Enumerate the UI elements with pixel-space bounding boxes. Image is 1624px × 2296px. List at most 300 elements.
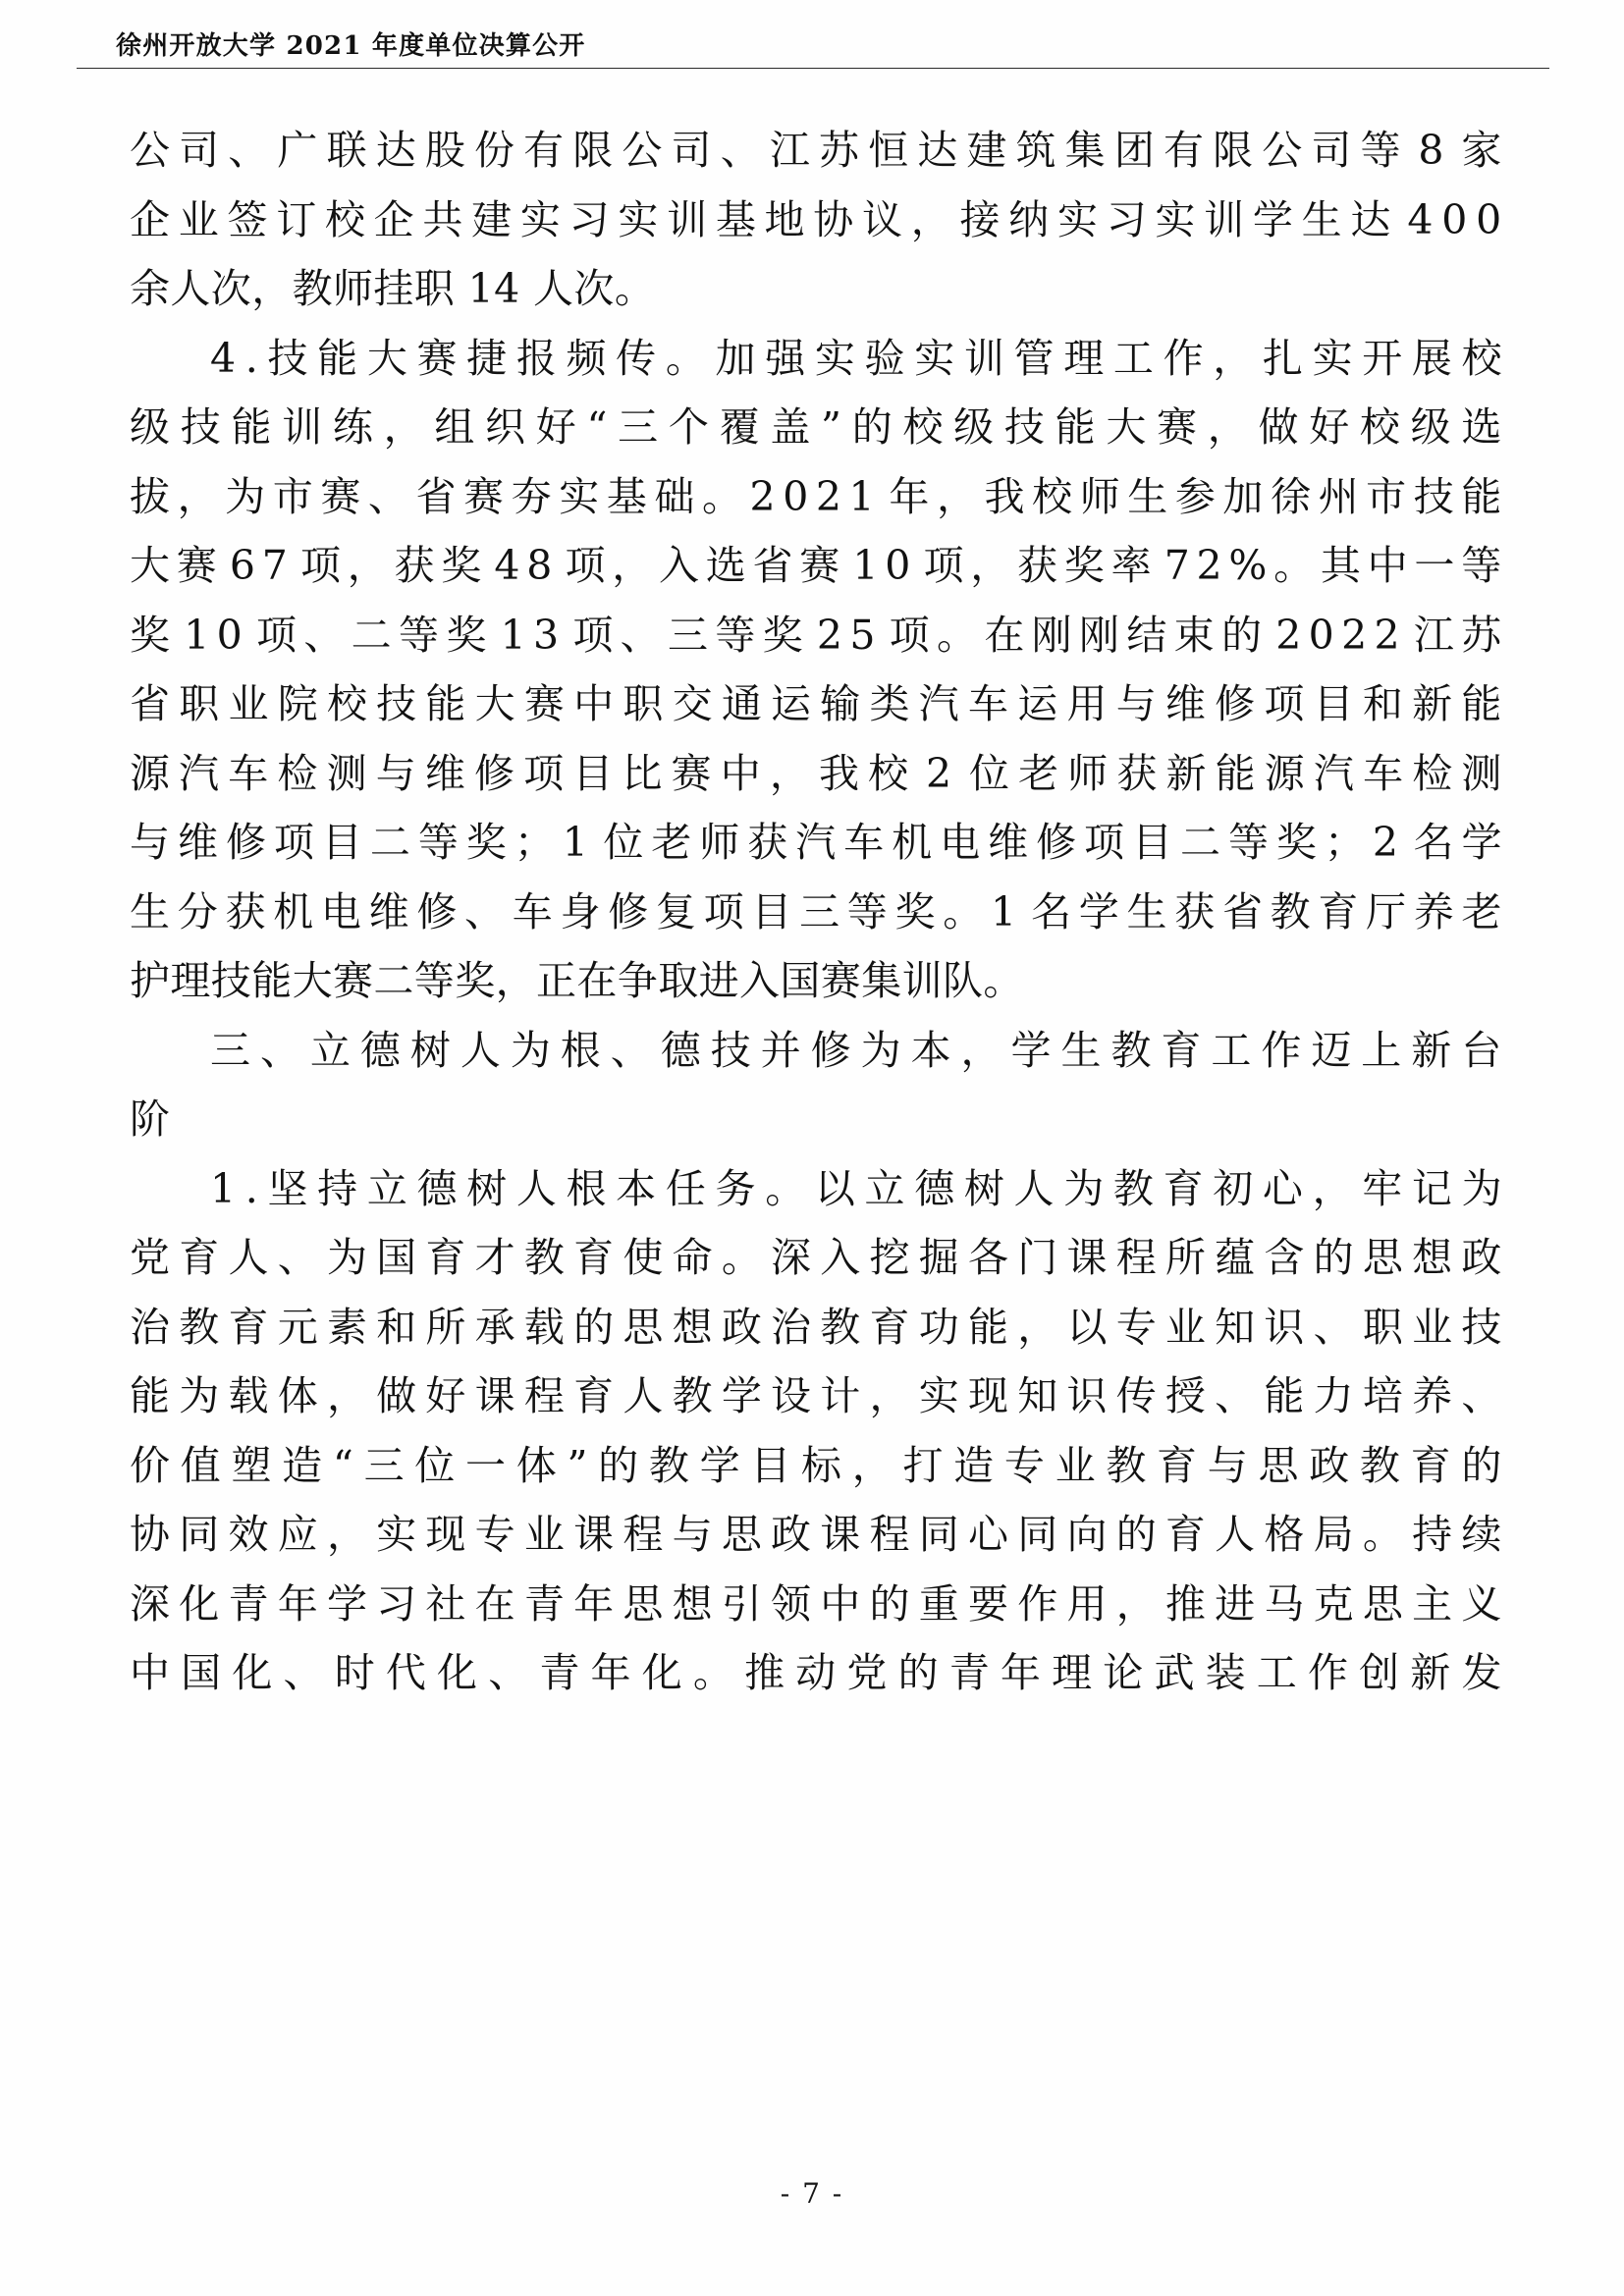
text-glyph: 份	[473, 127, 515, 174]
text-glyph: 技	[267, 334, 308, 382]
text-glyph: 股	[424, 127, 466, 174]
text-glyph: 管	[1013, 334, 1055, 382]
text-glyph: 工	[1211, 1026, 1252, 1074]
text-glyph: 人	[623, 1372, 664, 1419]
text-glyph: 展	[1411, 334, 1453, 382]
text-glyph: 育	[1163, 1164, 1204, 1212]
text-line	[130, 324, 1502, 394]
text-glyph: 思	[623, 1579, 664, 1628]
text-glyph: 树	[409, 1026, 452, 1074]
text-glyph: 化	[437, 1649, 478, 1696]
text-glyph: 传	[616, 334, 657, 382]
text-glyph: 做	[376, 1372, 417, 1419]
text-glyph: 大	[1106, 403, 1147, 451]
text-glyph: 承	[474, 1303, 516, 1351]
text-glyph: 的	[1115, 1511, 1158, 1558]
text-glyph: 项	[923, 542, 964, 589]
text-glyph: 政	[721, 1303, 763, 1351]
text-glyph: 0	[1308, 611, 1335, 659]
text-glyph: 能	[1461, 472, 1502, 520]
text-glyph: 1	[500, 611, 527, 659]
text-glyph: 2	[1196, 542, 1223, 589]
text-glyph: 筑	[1015, 127, 1056, 174]
text-glyph: 时	[334, 1649, 376, 1696]
text-glyph: ”	[567, 1441, 588, 1489]
text-glyph: 立	[309, 1026, 352, 1074]
text-glyph: 司	[671, 127, 712, 174]
text-glyph: 二	[369, 819, 411, 866]
text-glyph: 位	[414, 1441, 456, 1489]
text-glyph: 基	[715, 195, 757, 243]
text-glyph: 教	[1110, 1026, 1152, 1074]
text-glyph: 老	[1018, 749, 1059, 797]
text-glyph: 生	[130, 887, 171, 935]
text-glyph: 深	[771, 1234, 812, 1281]
text-glyph: 个	[668, 403, 710, 451]
text-glyph: ”	[821, 403, 842, 451]
text-glyph: 运	[1017, 680, 1058, 727]
text-glyph: 议	[862, 195, 903, 243]
text-line	[130, 1154, 1502, 1224]
text-glyph: 命	[672, 1234, 713, 1281]
text-glyph: 修	[473, 749, 515, 797]
text-glyph: 2	[1374, 611, 1400, 659]
text-glyph: 6	[229, 542, 256, 589]
text-glyph: 理	[1052, 1649, 1093, 1696]
text-glyph: 江	[1413, 611, 1455, 659]
text-glyph: 恒	[868, 127, 909, 174]
text-line	[130, 186, 1502, 255]
text-glyph: 知	[1017, 1372, 1058, 1419]
text-glyph: 造	[953, 1441, 995, 1489]
text-glyph: 拔	[130, 472, 171, 520]
text-glyph: 大	[130, 542, 171, 589]
text-glyph: 、	[720, 127, 762, 174]
text-glyph: 能	[231, 403, 272, 451]
text-glyph: 大	[474, 680, 516, 727]
text-glyph: 现	[425, 1511, 466, 1558]
text-glyph: ，	[612, 542, 653, 589]
text-glyph: 国	[376, 1234, 417, 1281]
text-glyph: 同	[179, 1511, 220, 1558]
text-glyph: 青	[948, 1649, 991, 1696]
text-glyph: 用	[1066, 1579, 1108, 1628]
text-glyph: 达	[917, 127, 958, 174]
text-glyph: 。	[665, 334, 707, 382]
text-glyph: 养	[1412, 1372, 1453, 1419]
text-line	[130, 878, 1502, 947]
text-line	[130, 1016, 1502, 1086]
text-line	[130, 531, 1502, 601]
text-glyph: 专	[474, 1511, 516, 1558]
text-glyph: 素	[326, 1303, 368, 1351]
text-glyph: 迈	[1311, 1026, 1352, 1074]
text-glyph: 装	[1205, 1649, 1247, 1696]
text-glyph: 生	[1301, 195, 1343, 243]
text-glyph: 奖	[130, 611, 171, 659]
text-glyph: 挖	[869, 1234, 910, 1281]
text-glyph: 项	[1264, 680, 1305, 727]
text-glyph: 校	[868, 749, 909, 797]
text-glyph: ，	[383, 403, 424, 451]
text-glyph: 4	[494, 542, 520, 589]
text-glyph: 公	[130, 127, 171, 174]
text-glyph: 纳	[1008, 195, 1050, 243]
text-line	[130, 669, 1502, 739]
text-glyph: 主	[1412, 1579, 1453, 1628]
text-line	[130, 1293, 1502, 1362]
text-glyph: 达	[375, 127, 417, 174]
text-glyph: 与	[375, 749, 417, 797]
text-glyph: 江	[769, 127, 811, 174]
text-glyph: 课	[1066, 1234, 1108, 1281]
text-glyph: 维	[1164, 680, 1207, 727]
text-glyph: 在	[984, 611, 1025, 659]
text-glyph: 现	[967, 1372, 1009, 1419]
text-glyph: 奖	[446, 611, 487, 659]
text-glyph: 应	[277, 1511, 319, 1558]
text-glyph: 好	[535, 403, 577, 451]
text-glyph: 中	[573, 680, 615, 727]
text-glyph: 限	[572, 127, 614, 174]
text-glyph: 治	[771, 1303, 812, 1351]
text-glyph: 实	[376, 1511, 417, 1558]
text-glyph: 加	[715, 334, 756, 382]
text-glyph: 教	[1112, 1164, 1155, 1212]
text-glyph: 协	[130, 1511, 171, 1558]
text-glyph: 的	[598, 1441, 639, 1489]
text-glyph: 记	[1411, 1164, 1453, 1212]
text-glyph: 作	[1307, 1649, 1349, 1696]
text-glyph: 实	[519, 195, 562, 243]
text-glyph: 企	[130, 195, 171, 243]
text-glyph: 学	[1252, 195, 1294, 243]
text-glyph: 根	[566, 1164, 607, 1212]
text-glyph: 项	[565, 542, 606, 589]
text-glyph: 4	[1407, 195, 1434, 243]
text-glyph: 0	[783, 472, 809, 520]
text-glyph: 赛	[463, 472, 505, 520]
text-glyph: ，	[1115, 1579, 1158, 1628]
text-glyph: 校	[1359, 403, 1401, 451]
text-glyph: 输	[820, 680, 861, 727]
text-glyph: ，	[326, 1372, 368, 1419]
text-glyph: 生	[1127, 472, 1168, 520]
text-glyph: 思	[1362, 1234, 1404, 1281]
text-glyph: 初	[1213, 1164, 1254, 1212]
text-glyph: 格	[1264, 1511, 1305, 1558]
text-glyph: 教	[523, 1234, 566, 1281]
text-glyph: 交	[672, 680, 713, 727]
text-glyph: 苏	[1461, 611, 1502, 659]
text-glyph: 的	[1313, 1234, 1355, 1281]
text-glyph: 实	[618, 195, 659, 243]
text-glyph: 项	[256, 611, 298, 659]
text-glyph: ；	[1324, 819, 1366, 866]
text-glyph: 检	[277, 749, 318, 797]
text-glyph: 订	[276, 195, 317, 243]
text-glyph: 体	[277, 1372, 319, 1419]
text-glyph: 奖	[894, 887, 936, 935]
text-glyph: 获	[225, 887, 266, 935]
text-glyph: 坚	[267, 1164, 308, 1212]
document-body	[130, 116, 1502, 1708]
text-glyph: 维	[988, 819, 1029, 866]
text-glyph: 政	[771, 1511, 812, 1558]
text-glyph: 思	[623, 1303, 664, 1351]
text-line: 阶	[130, 1095, 171, 1143]
text-glyph: 塑	[231, 1441, 272, 1489]
text-glyph: 校	[324, 195, 366, 243]
text-glyph: 州	[1318, 472, 1359, 520]
text-glyph: 传	[1115, 1372, 1158, 1419]
text-glyph: 人	[1215, 1511, 1256, 1558]
text-glyph: 新	[1412, 680, 1453, 727]
text-glyph: 培	[1362, 1372, 1404, 1419]
text-glyph: 获	[1017, 542, 1058, 589]
text-glyph: 工	[1256, 1649, 1298, 1696]
text-glyph: 治	[130, 1303, 171, 1351]
text-glyph: 三	[668, 611, 709, 659]
text-glyph: 树	[466, 1164, 508, 1212]
text-glyph: 车	[843, 819, 885, 866]
text-glyph: 技	[376, 680, 417, 727]
text-glyph: 参	[1174, 472, 1217, 520]
text-glyph: 教	[1359, 1441, 1401, 1489]
text-glyph: 专	[1115, 1303, 1158, 1351]
text-glyph: 和	[376, 1303, 417, 1351]
text-glyph: 实	[559, 472, 600, 520]
text-glyph: 新	[1411, 1026, 1452, 1074]
text-glyph: 业	[523, 1511, 566, 1558]
text-glyph: 育	[1161, 1026, 1202, 1074]
text-glyph: 习	[568, 195, 611, 243]
text-glyph: 司	[1311, 127, 1352, 174]
text-glyph: 项	[523, 749, 565, 797]
text-glyph: 能	[130, 1372, 171, 1419]
text-glyph: 能	[1055, 403, 1096, 451]
text-glyph: 教	[1270, 887, 1312, 935]
text-glyph: 政	[1309, 1441, 1350, 1489]
text-glyph: 能	[425, 680, 466, 727]
text-glyph: 项	[299, 542, 342, 589]
text-glyph: 有	[1163, 127, 1205, 174]
text-glyph: 的	[1461, 1441, 1502, 1489]
text-glyph: 年	[590, 1649, 631, 1696]
text-glyph: 德	[914, 1164, 955, 1212]
text-glyph: 局	[1313, 1511, 1355, 1558]
text-glyph: “	[332, 1441, 354, 1489]
text-glyph: 课	[820, 1511, 861, 1558]
text-glyph: 德	[660, 1026, 702, 1074]
text-glyph: 进	[1215, 1579, 1256, 1628]
text-glyph: 开	[1362, 334, 1403, 382]
text-glyph: 好	[425, 1372, 466, 1419]
text-glyph: 克	[1313, 1579, 1355, 1628]
text-glyph: 做	[1258, 403, 1299, 451]
text-glyph: 获	[394, 542, 435, 589]
text-glyph: 中	[720, 749, 762, 797]
text-glyph: 项	[572, 611, 614, 659]
text-glyph: 赛	[671, 749, 712, 797]
text-glyph: 课	[474, 1372, 516, 1419]
text-glyph: 为	[1461, 1164, 1502, 1212]
text-glyph: 业	[1412, 1303, 1453, 1351]
text-glyph: 修	[1036, 819, 1077, 866]
text-glyph: 目	[750, 1441, 791, 1489]
text-glyph: 训	[667, 195, 708, 243]
text-glyph: 推	[744, 1649, 785, 1696]
text-glyph: 实	[1056, 195, 1099, 243]
text-glyph: 汽	[179, 749, 220, 797]
text-glyph: 程	[523, 1372, 566, 1419]
text-glyph: 效	[228, 1511, 269, 1558]
text-glyph: 为	[326, 1234, 368, 1281]
text-glyph: 名	[1031, 887, 1072, 935]
text-glyph: 目	[321, 819, 363, 866]
text-glyph: 发	[1461, 1649, 1502, 1696]
text-glyph: 同	[918, 1511, 960, 1558]
text-glyph: 为	[510, 1026, 552, 1074]
text-line	[130, 1362, 1502, 1431]
text-glyph: 1	[852, 542, 879, 589]
text-glyph: 0	[1441, 195, 1468, 243]
text-glyph: 练	[332, 403, 374, 451]
text-glyph: 、	[277, 1234, 319, 1281]
text-glyph: 设	[771, 1372, 812, 1419]
text-line	[130, 1223, 1502, 1293]
text-glyph: 立	[366, 1164, 408, 1212]
text-glyph: 业	[1164, 1303, 1207, 1351]
text-glyph: 、	[620, 611, 662, 659]
text-glyph: 马	[1264, 1579, 1305, 1628]
text-glyph: 、	[1461, 1372, 1502, 1419]
text-glyph: 实	[1155, 195, 1196, 243]
text-glyph: ，	[970, 542, 1011, 589]
text-glyph: 等	[1461, 542, 1502, 589]
text-glyph: 级	[953, 403, 995, 451]
text-glyph: 武	[1154, 1649, 1195, 1696]
text-glyph: 续	[1461, 1511, 1502, 1558]
text-glyph: 2	[1341, 611, 1368, 659]
text-glyph: 上	[1361, 1026, 1402, 1074]
text-glyph: 引	[721, 1579, 763, 1628]
text-glyph: 师	[1079, 472, 1121, 520]
text-glyph: 大	[366, 334, 408, 382]
text-glyph: 年	[277, 1579, 319, 1628]
text-glyph: 源	[130, 749, 171, 797]
text-glyph: 才	[474, 1234, 516, 1281]
text-glyph: 力	[1313, 1372, 1355, 1419]
text-glyph: 三	[210, 1026, 251, 1074]
text-glyph: 在	[474, 1579, 516, 1628]
text-glyph: ，	[1213, 334, 1254, 382]
text-glyph: ，	[869, 1372, 910, 1419]
text-glyph: 育	[179, 1234, 220, 1281]
text-glyph: 织	[485, 403, 526, 451]
text-glyph: 党	[846, 1649, 888, 1696]
text-glyph: 夯	[511, 472, 553, 520]
text-glyph: 车	[228, 749, 269, 797]
text-glyph: 实	[914, 334, 955, 382]
text-glyph: 育	[425, 1234, 466, 1281]
text-glyph: 年	[1000, 1649, 1042, 1696]
text-glyph: 、	[228, 127, 269, 174]
text-glyph: 技	[1413, 472, 1455, 520]
text-glyph: 育	[573, 1234, 615, 1281]
text-glyph: 技	[180, 403, 222, 451]
text-glyph: 电	[940, 819, 981, 866]
text-glyph: “	[586, 403, 608, 451]
text-glyph: ，	[851, 1441, 893, 1489]
text-glyph: 加	[1222, 472, 1264, 520]
text-glyph: 业	[1055, 1441, 1096, 1489]
text-glyph: 训	[963, 334, 1005, 382]
text-glyph: 建	[471, 195, 513, 243]
text-glyph: 捷	[466, 334, 508, 382]
text-glyph: 功	[918, 1303, 960, 1351]
text-glyph: 车	[1363, 749, 1404, 797]
text-glyph: 课	[573, 1511, 615, 1558]
text-glyph: 载	[228, 1372, 269, 1419]
text-glyph: 等	[846, 887, 889, 935]
text-glyph: 共	[422, 195, 463, 243]
text-glyph: 识	[1264, 1303, 1305, 1351]
text-glyph: 刚	[1031, 611, 1073, 659]
text-glyph: 本	[910, 1026, 951, 1074]
text-glyph: 级	[1410, 403, 1452, 451]
text-glyph: 1	[184, 611, 210, 659]
text-glyph: 育	[573, 1372, 615, 1419]
text-glyph: 、	[1215, 1372, 1256, 1419]
text-glyph: 值	[180, 1441, 222, 1489]
text-glyph: 生	[1060, 1026, 1102, 1074]
text-glyph: 的	[573, 1303, 615, 1351]
text-glyph: 、	[259, 1026, 301, 1074]
text-glyph: 作	[1163, 334, 1204, 382]
text-glyph: 4	[210, 334, 237, 382]
text-glyph: 台	[1461, 1026, 1502, 1074]
text-glyph: ；	[514, 819, 556, 866]
text-glyph: 习	[376, 1579, 417, 1628]
text-glyph: 用	[1066, 680, 1108, 727]
text-glyph: 2	[815, 472, 842, 520]
text-glyph: 。	[937, 611, 978, 659]
text-glyph: 。	[1273, 542, 1315, 589]
text-glyph: 思	[721, 1511, 763, 1558]
text-glyph: 我	[984, 472, 1025, 520]
text-glyph: 公	[622, 127, 663, 174]
text-glyph: 技	[1461, 1303, 1502, 1351]
text-glyph: 一	[465, 1441, 507, 1489]
text-glyph: ，	[326, 1511, 368, 1558]
text-glyph: 。	[721, 1234, 763, 1281]
text-glyph: 使	[623, 1234, 664, 1281]
text-glyph: .	[244, 1164, 259, 1212]
text-glyph: 苏	[818, 127, 860, 174]
text-glyph: 领	[771, 1579, 812, 1628]
text-line	[130, 1500, 1502, 1570]
text-glyph: 化	[179, 1579, 220, 1628]
text-glyph: 元	[277, 1303, 319, 1351]
text-glyph: 作	[1017, 1579, 1058, 1628]
text-glyph: 程	[869, 1511, 910, 1558]
text-glyph: 目	[1132, 819, 1173, 866]
text-glyph: 为	[179, 1372, 220, 1419]
text-glyph: 持	[1412, 1511, 1453, 1558]
text-glyph: 教	[648, 1441, 690, 1489]
text-glyph: 项	[889, 611, 931, 659]
